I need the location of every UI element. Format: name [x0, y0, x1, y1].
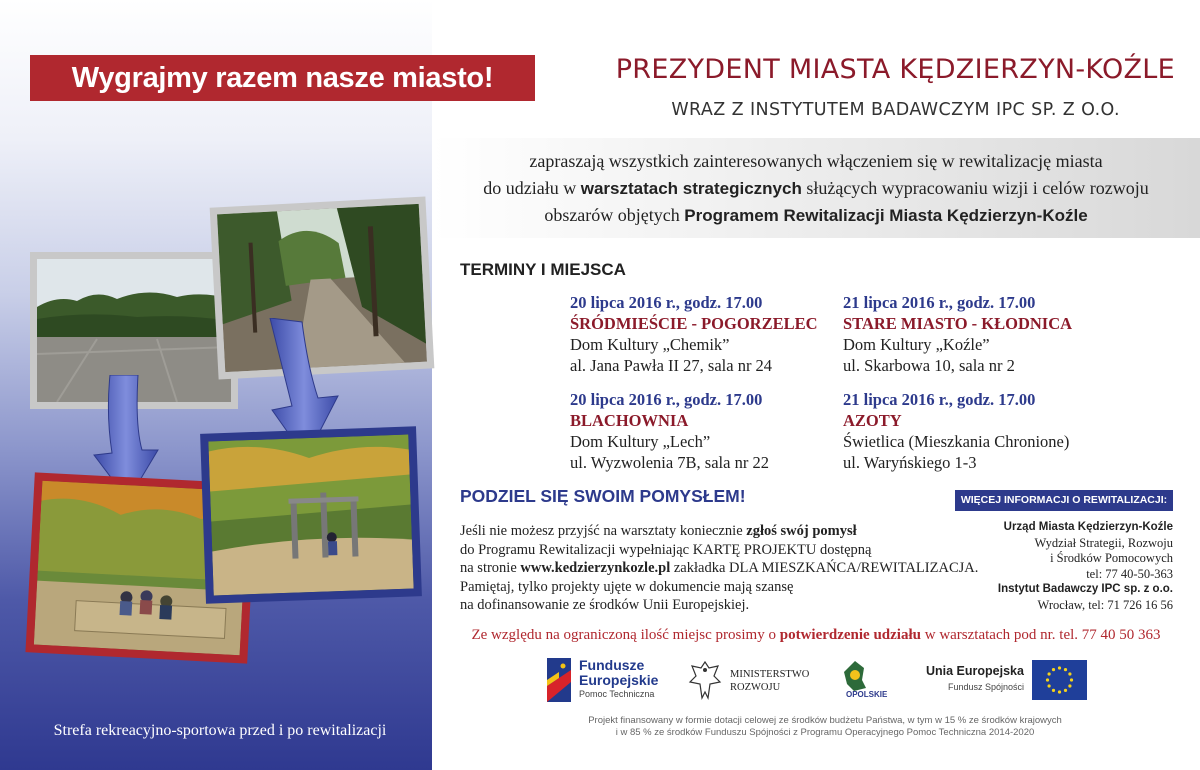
photo-caption: Strefa rekreacyjno-sportowa przed i po rewitalizacji — [53, 722, 387, 739]
event-venue: Dom Kultury „Lech” — [570, 432, 711, 451]
event-venue: Świetlica (Mieszkania Chronione) — [843, 432, 1070, 451]
unia-europejska-logo: Unia Europejska Fundusz Spójności — [926, 660, 1091, 702]
event-card — [570, 292, 818, 376]
invitation-line-1: zapraszają wszystkich zainteresowanych włączeniem się w rewitalizację miasta — [529, 151, 1103, 171]
event-card — [843, 389, 1069, 473]
event-date: 21 lipca 2016 r., godz. 17.00 — [843, 293, 1036, 312]
terms-heading: TERMINY I MIEJSCA — [460, 260, 626, 279]
eu-flag-icon — [1032, 660, 1087, 700]
event-place: BLACHOWNIA — [570, 411, 689, 430]
event-venue: Dom Kultury „Chemik” — [570, 335, 730, 354]
slogan-banner: Wygrajmy razem nasze miasto! — [30, 55, 535, 101]
event-address: al. Jana Pawła II 27, sala nr 24 — [570, 356, 773, 375]
eagle-emblem-icon — [688, 660, 722, 700]
event-date: 20 lipca 2016 r., godz. 17.00 — [570, 390, 763, 409]
event-place: ŚRÓDMIEŚCIE - POGORZELEC — [570, 314, 818, 333]
website-link[interactable]: www.kedzierzynkozle.pl — [520, 560, 671, 577]
event-date: 21 lipca 2016 r., godz. 17.00 — [843, 390, 1036, 409]
outdoor-gym-image — [208, 435, 413, 596]
more-info-heading: WIĘCEJ INFORMACJI O REWITALIZACJI: — [955, 490, 1173, 511]
invitation-line-2: do udziału w warsztatach strategicznych służących wypracowaniu wizji i celów rozwoju — [483, 178, 1149, 198]
event-venue: Dom Kultury „Koźle” — [843, 335, 990, 354]
share-idea-heading: PODZIEL SIĘ SWOIM POMYSŁEM! — [460, 486, 746, 506]
opolskie-logo: OPOLSKIE — [836, 660, 906, 704]
ministerstwo-logo: MINISTERSTWO ROZWOJU — [688, 660, 808, 702]
page-title: PREZYDENT MIASTA KĘDZIERZYN-KOŹLE — [615, 54, 1175, 85]
photo-after-gym — [200, 426, 422, 603]
event-card — [570, 389, 769, 473]
page-subtitle: WRAZ Z INSTYTUTEM BADAWCZYM IPC SP. Z O.O. — [671, 100, 1120, 120]
event-address: ul. Wyzwolenia 7B, sala nr 22 — [570, 453, 769, 472]
invitation-line-3: obszarów objętych Programem Rewitalizacji Miasta Kędzierzyn-Koźle — [544, 205, 1088, 225]
event-place: AZOTY — [843, 411, 902, 430]
funding-footer: Projekt finansowany w formie dotacji celowej ze środków budżetu Państwa, w tym w 15 % ze środków krajowych i w 85 % ze środków Funduszu Spójności z Programu Operacyjnego Pomoc Techniczna 2014-2020 — [588, 715, 1062, 738]
event-address: ul. Waryńskiego 1-3 — [843, 453, 977, 472]
fundusze-europejskie-logo: Fundusze Europejskie Pomoc Techniczna — [545, 656, 665, 704]
event-date: 20 lipca 2016 r., godz. 17.00 — [570, 293, 763, 312]
event-card — [843, 292, 1072, 376]
fe-flag-icon — [545, 656, 573, 704]
contact-info: Urząd Miasta Kędzierzyn-Koźle Wydział Strategii, Rozwoju i Środków Pomocowych tel: 77 40-50-363 Instytut Badawczy IPC sp. z o.o. Wrocław, tel: 71 726 16 56 — [997, 521, 1173, 612]
event-address: ul. Skarbowa 10, sala nr 2 — [843, 356, 1015, 375]
share-idea-text: Jeśli nie możesz przyjść na warsztaty koniecznie zgłoś swój pomysł do Programu Rewitalizacji wypełniając KARTĘ PROJEKTU dostępną na stronie www.kedzierzynkozle.pl zakładka DLA MIESZKAŃCA/REWITALIZACJA. Pamiętaj, tylko projekty ujęte w dokumencie mają szansę na dofinansowanie ze środków Unii Europejskiej. — [460, 523, 979, 614]
confirmation-notice: Ze względu na ograniczoną ilość miejsc prosimy o potwierdzenie udziału w warsztatach pod nr. tel. 77 40 50 363 — [471, 627, 1161, 643]
opolskie-region-icon — [842, 660, 868, 692]
event-place: STARE MIASTO - KŁODNICA — [843, 314, 1073, 333]
